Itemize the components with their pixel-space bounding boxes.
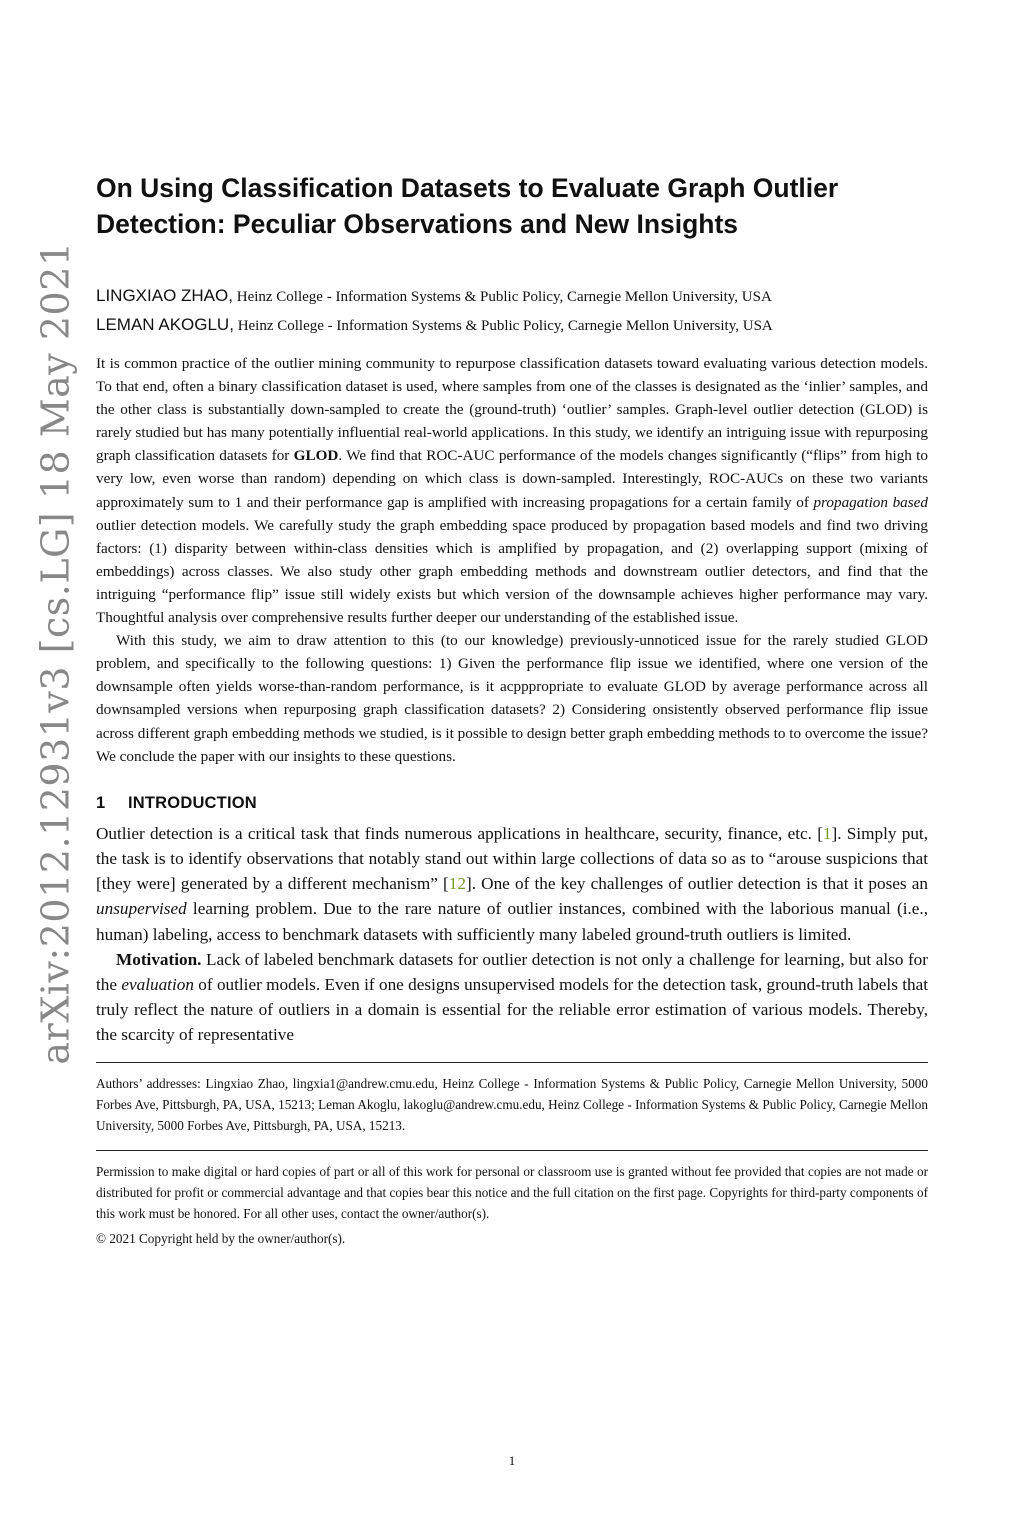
citation-link[interactable]: 1 bbox=[822, 823, 832, 843]
motivation-heading: Motivation. bbox=[116, 949, 202, 969]
arxiv-identifier: arXiv:2012.12931v3 [cs.LG] 18 May 2021 bbox=[34, 241, 78, 1065]
permission-footnote: Permission to make digital or hard copies of part or all of this work for personal or classroom use is granted without fee provided that copies are not made or distributed for profit or commercial advantage and that copies bear this notice and the full citation on the first page. Copyrights for third-party components of this work must be honored. For all other uses, contact the owner/author(s). © 2021 Copyright held by the owner/author(s). bbox=[96, 1161, 928, 1249]
author-affiliation: Heinz College - Information Systems & Public Policy, Carnegie Mellon University, USA bbox=[237, 318, 773, 334]
abstract bbox=[96, 352, 928, 768]
author-addresses-footnote: Authors’ addresses: Lingxiao Zhao, lingxia1@andrew.cmu.edu, Heinz College - Information Systems & Public Policy, Carnegie Mellon University, 5000 Forbes Ave, Pittsburgh, PA, USA, 15213; Leman Akoglu, lakoglu@andrew.cmu.edu, Heinz College - Information Systems & Public Policy, Carnegie Mellon University, 5000 Forbes Ave, Pittsburgh, PA, USA, 15213. bbox=[96, 1075, 928, 1133]
paper-page bbox=[96, 170, 928, 1249]
propagation-italic: propagation based bbox=[813, 493, 928, 511]
author-affiliation: Heinz College - Information Systems & Public Policy, Carnegie Mellon University, USA bbox=[236, 289, 772, 305]
intro-paragraph: Motivation. Lack of labeled benchmark datasets for outlier detection is not only a challenge for learning, but also for the evaluation of outlier models. Even if one designs unsupervised models for the detection task, ground-truth labels that truly reflect the nature of outliers in a domain is essential for the reliable error estimation of various models. Thereby, the scarcity of representative bbox=[96, 949, 929, 1045]
evaluation-italic: evaluation bbox=[121, 974, 194, 994]
abstract-paragraph: It is common practice of the outlier mining community to repurpose classification datasets toward evaluating various detection models. To that end, often a binary classification dataset is used, where samples from one of the classes is designated as the ‘inlier’ samples, and the other class is substantially down-sampled to create the (ground-truth) ‘outlier’ samples. Graph-level outlier detection (GLOD) is rarely studied but has many potentially influential real-world applications. In this study, we identify an intriguing issue with repurposing graph classification datasets for GLOD. We find that ROC-AUC performance of the models changes significantly (“flips” from high to very low, even worse than random) depending on which class is down-sampled. Interestingly, ROC-AUCs on these two variants approximately sum to 1 and their performance gap is amplified with increasing propagations for a certain family of propagation based outlier detection models. We carefully study the graph embedding space produced by propagation based models and find two driving factors: (1) disparity between within-class densities which is amplified by propagation, and (2) overlapping support (mixing of embeddings) across classes. We also study other graph embedding methods and downstream outlier detectors, and find that the intriguing “performance flip” issue still widely exists but which version of the downsample achieves higher performance may vary. Thoughtful analysis over comprehensive results further deeper our understanding of the established issue. bbox=[96, 355, 928, 627]
section-number: 1 bbox=[96, 793, 106, 812]
abstract-paragraph: With this study, we aim to draw attention to this (to our knowledge) previously-unnoticed issue for the rarely studied GLOD problem, and specifically to the following questions: 1) Given the performance flip issue we identified, where one version of the downsample often yields worse-than-random performance, is it acpppropriate to evaluate GLOD by average performance across all downsampled versions when repurposing graph classification datasets? 2) Considering onsistently observed performance flip issue across different graph embedding methods we studied, is it possible to design better graph embedding methods to to overcome the issue? We conclude the paper with our insights to these questions. bbox=[96, 632, 928, 765]
section-title: INTRODUCTION bbox=[128, 793, 257, 812]
section-heading bbox=[96, 794, 928, 813]
page-number: 1 bbox=[508, 1453, 516, 1468]
glod-bold: GLOD bbox=[293, 447, 339, 465]
author-line bbox=[96, 311, 928, 340]
introduction-body bbox=[96, 821, 928, 1048]
author-line bbox=[96, 282, 928, 311]
citation-link[interactable]: 12 bbox=[448, 874, 466, 894]
paper-title: On Using Classification Datasets to Evaluate Graph Outlier Detection: Peculiar Observations and New Insights bbox=[96, 173, 839, 239]
permission-divider bbox=[96, 1150, 928, 1151]
author-name: LEMAN AKOGLU, bbox=[96, 315, 234, 334]
intro-paragraph: Outlier detection is a critical task that finds numerous applications in healthcare, security, finance, etc. [1]. Simply put, the task is to identify observations that notably stand out within large collections of data so as to “arouse suspicions that [they were] generated by a different mechanism” [12]. One of the key challenges of outlier detection is that it poses an unsupervised learning problem. Due to the rare nature of outlier instances, combined with the laborious manual (i.e., human) labeling, access to benchmark datasets with sufficiently many labeled ground-truth outliers is limited. bbox=[96, 823, 928, 944]
copyright-notice: © 2021 Copyright held by the owner/author(s). bbox=[96, 1230, 346, 1246]
footnote-divider bbox=[96, 1062, 928, 1063]
unsupervised-italic: unsupervised bbox=[96, 899, 187, 919]
author-name: LINGXIAO ZHAO, bbox=[96, 286, 233, 305]
arxiv-sidebar bbox=[26, 241, 86, 1065]
